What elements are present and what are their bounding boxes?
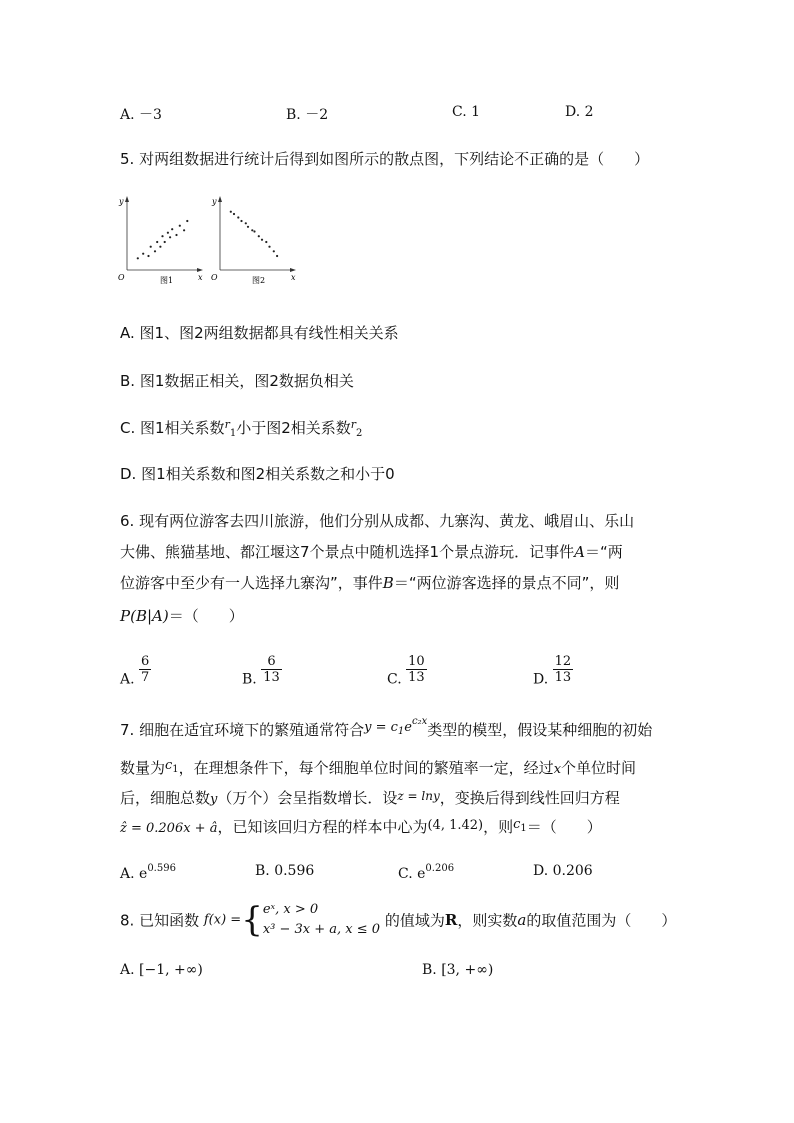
q7-line4-tail: ＝（ ） [526,818,602,836]
q5-stem: 5. 对两组数据进行统计后得到如图所示的散点图，下列结论不正确的是（ ） [120,150,650,168]
q7-line3-z: z = lny [397,789,440,803]
q6-option-a [120,654,151,688]
fig1-point [186,220,188,222]
q5-c-r2: r [350,418,357,431]
q7-line3-middle: （万个）会呈指数增长．设 [217,789,398,807]
fig1-point [171,228,173,230]
q7-line2-text: 数量为 [120,759,166,777]
q6-c-den: 13 [408,670,425,685]
q7-line4-c: c [513,817,521,832]
q7-line4-then: ，则 [483,818,514,836]
q6-line3 [120,572,619,593]
q7-option-b: B. 0.596 [255,863,315,879]
q6-line3-text: 位游客中至少有一人选择九寨沟”，事件 [120,574,383,592]
q4-option-a: A. －3 [120,107,162,123]
q7-line4 [120,816,602,837]
fig1-point [164,241,166,243]
q6-b-den: 13 [263,670,280,685]
q8-case-1: eˣ, x > 0 [262,902,319,917]
q7-formula-y: y [364,720,372,735]
fig1-point [154,250,156,252]
q6-b-num: 6 [261,654,282,670]
q7-line2-c: c [165,758,173,773]
fig2-caption: 图2 [252,276,266,285]
fig2-y-label: y [212,197,217,206]
q7-a-base: e [139,866,148,882]
q5-c-r1-sub: 1 [229,428,237,439]
fig2-point [245,222,247,224]
q5-scatter-figures [115,192,305,287]
q5-c-r2-sub: 2 [356,428,363,439]
fig1-point [169,236,171,238]
q5-c-r1: r [224,418,230,431]
q6-d-label: D. [533,671,549,688]
figure-2 [211,196,296,285]
q6-line4 [120,605,244,626]
q6-line2-text: 大佛、熊猫基地、都江堰这7个景点中随机选择1个景点游玩．记事件 [120,543,575,561]
figure-1 [118,196,203,285]
q7-option-c [398,863,454,882]
q8-case-2: x³ − 3x + a, x ≤ 0 [262,922,381,937]
fig1-point [179,225,181,227]
q8-brace-icon: { [241,900,263,940]
q8-option-b: B. [3, +∞) [422,962,494,978]
q6-option-b [242,654,282,688]
q7-line1 [120,716,652,740]
q8-stem-mid2: ，则实数 [457,911,518,930]
q6-option-d [533,654,573,688]
q7-formula-exp: c₂x [411,716,428,727]
q6-d-den: 13 [554,670,572,685]
q5-option-c [120,417,362,439]
q7-line2-middle: ，在理想条件下，每个细胞单位时间的繁殖率一定，经过 [178,759,554,777]
q7-line3-y: y [210,792,218,807]
q6-line1: 6. 现有两位游客去四川旅游，他们分别从成都、九寨沟、黄龙、峨眉山、乐山 [120,512,635,530]
q6-probability-expr: P(B|A) [120,607,169,625]
fig2-point [230,211,232,213]
q6-c-num: 10 [408,654,425,669]
fig1-point [150,246,152,248]
q8-stem-text: 8. 已知函数 [120,911,200,930]
q6-a-label: A. [120,671,135,688]
q7-option-a [120,863,176,882]
q6-option-c [387,654,427,688]
q7-line2-tail: 个单位时间 [561,759,637,777]
q5-option-a: A. 图1、图2两组数据都具有线性相关关系 [120,324,399,342]
q8-var-a: a [517,911,527,929]
fig1-point [183,229,185,231]
q8-function-name: f(x) = [203,912,242,928]
q8-stem [120,900,676,940]
fig1-origin-label: O [118,273,125,282]
q7-formula-e: e [404,720,412,735]
q8-option-a: A. [−1, +∞) [120,962,203,978]
fig2-point [273,250,275,252]
q7-line2-c-sub: 1 [172,764,179,775]
fig1-point [175,234,177,236]
q6-d-fraction [553,654,574,685]
q7-line3 [120,787,620,808]
q4-option-d: D. 2 [565,104,594,120]
q7-c-exp: 0.206 [425,863,455,874]
q5-c-middle: 小于图2相关系数 [236,419,351,437]
fig2-point [237,216,239,218]
q5-option-d: D. 图1相关系数和图2相关系数之和小于0 [120,465,395,483]
q6-line3-tail: ＝“两位游客选择的景点不同”，则 [393,574,620,592]
fig2-x-label: x [291,273,296,282]
q6-line2-tail: ＝“两 [584,543,623,561]
fig1-point [137,257,139,259]
fig1-point [142,253,144,255]
fig1-point [147,255,149,257]
q4-option-c: C. 1 [452,104,481,120]
q8-real-set: R [444,911,458,929]
q7-formula-c: c [390,720,398,735]
q7-line1-text: 7. 细胞在适宜环境下的繁殖通常符合 [120,721,365,739]
fig1-y-label: y [119,197,124,206]
q6-a-num: 6 [141,654,150,669]
q6-d-num: 12 [554,654,572,669]
q7-line3-tail: ，变换后得到线性回归方程 [439,789,620,807]
fig2-point [276,255,278,257]
q6-c-fraction [406,654,427,685]
q7-a-label: A. [120,866,135,882]
fig2-point [253,230,255,232]
fig2-point [251,229,253,231]
q7-c-base: e [417,866,426,882]
q8-stem-mid: 的值域为 [384,911,445,930]
fig2-point [265,241,267,243]
q7-formula [364,716,428,737]
q7-line2 [120,757,636,778]
q7-line4-c-sub: 1 [520,823,527,834]
q7-line3-text: 后，细胞总数 [120,789,211,807]
q7-line1-tail: 类型的模型，假设某种细胞的初始 [427,721,653,739]
fig1-point [167,232,169,234]
q7-c-label: C. [398,866,413,882]
fig1-x-label: x [198,273,203,282]
q8-stem-tail: 的取值范围为（ ） [526,911,677,930]
q7-sample-center: (4, 1.42) [427,818,484,833]
fig1-point [159,246,161,248]
fig2-point [247,226,249,228]
q6-b-label: B. [242,671,257,688]
fig2-point [233,213,235,215]
q7-line2-x: x [553,762,562,777]
q6-c-label: C. [387,671,402,688]
fig1-point [161,235,163,237]
q7-regression-eq: ẑ = 0.206x + â [120,821,218,836]
q7-formula-c-sub: 1 [397,726,405,737]
fig2-point [261,239,263,241]
q6-a-den: 7 [141,670,150,685]
fig1-caption: 图1 [160,276,174,285]
fig2-point [268,246,270,248]
q5-option-b: B. 图1数据正相关，图2数据负相关 [120,372,354,390]
q6-a-fraction [139,654,151,685]
q7-a-exp: 0.596 [147,863,176,874]
q7-formula-eq: = [371,720,391,735]
q7-line4-middle: ，已知该回归方程的样本中心为 [217,818,428,836]
q6-line4-tail: ＝（ ） [168,607,244,625]
q6-event-b: B [382,574,394,592]
fig2-origin-label: O [211,273,218,282]
q7-option-d: D. 0.206 [533,863,593,879]
q6-line2 [120,541,623,562]
q5-c-prefix: C. 图1相关系数 [120,419,225,437]
fig2-point [240,220,242,222]
q6-event-a: A [574,543,585,561]
q6-b-fraction [261,654,282,685]
q8-piecewise [263,900,380,940]
fig1-point [156,241,158,243]
fig2-point [258,235,260,237]
q4-option-b: B. －2 [286,107,329,123]
